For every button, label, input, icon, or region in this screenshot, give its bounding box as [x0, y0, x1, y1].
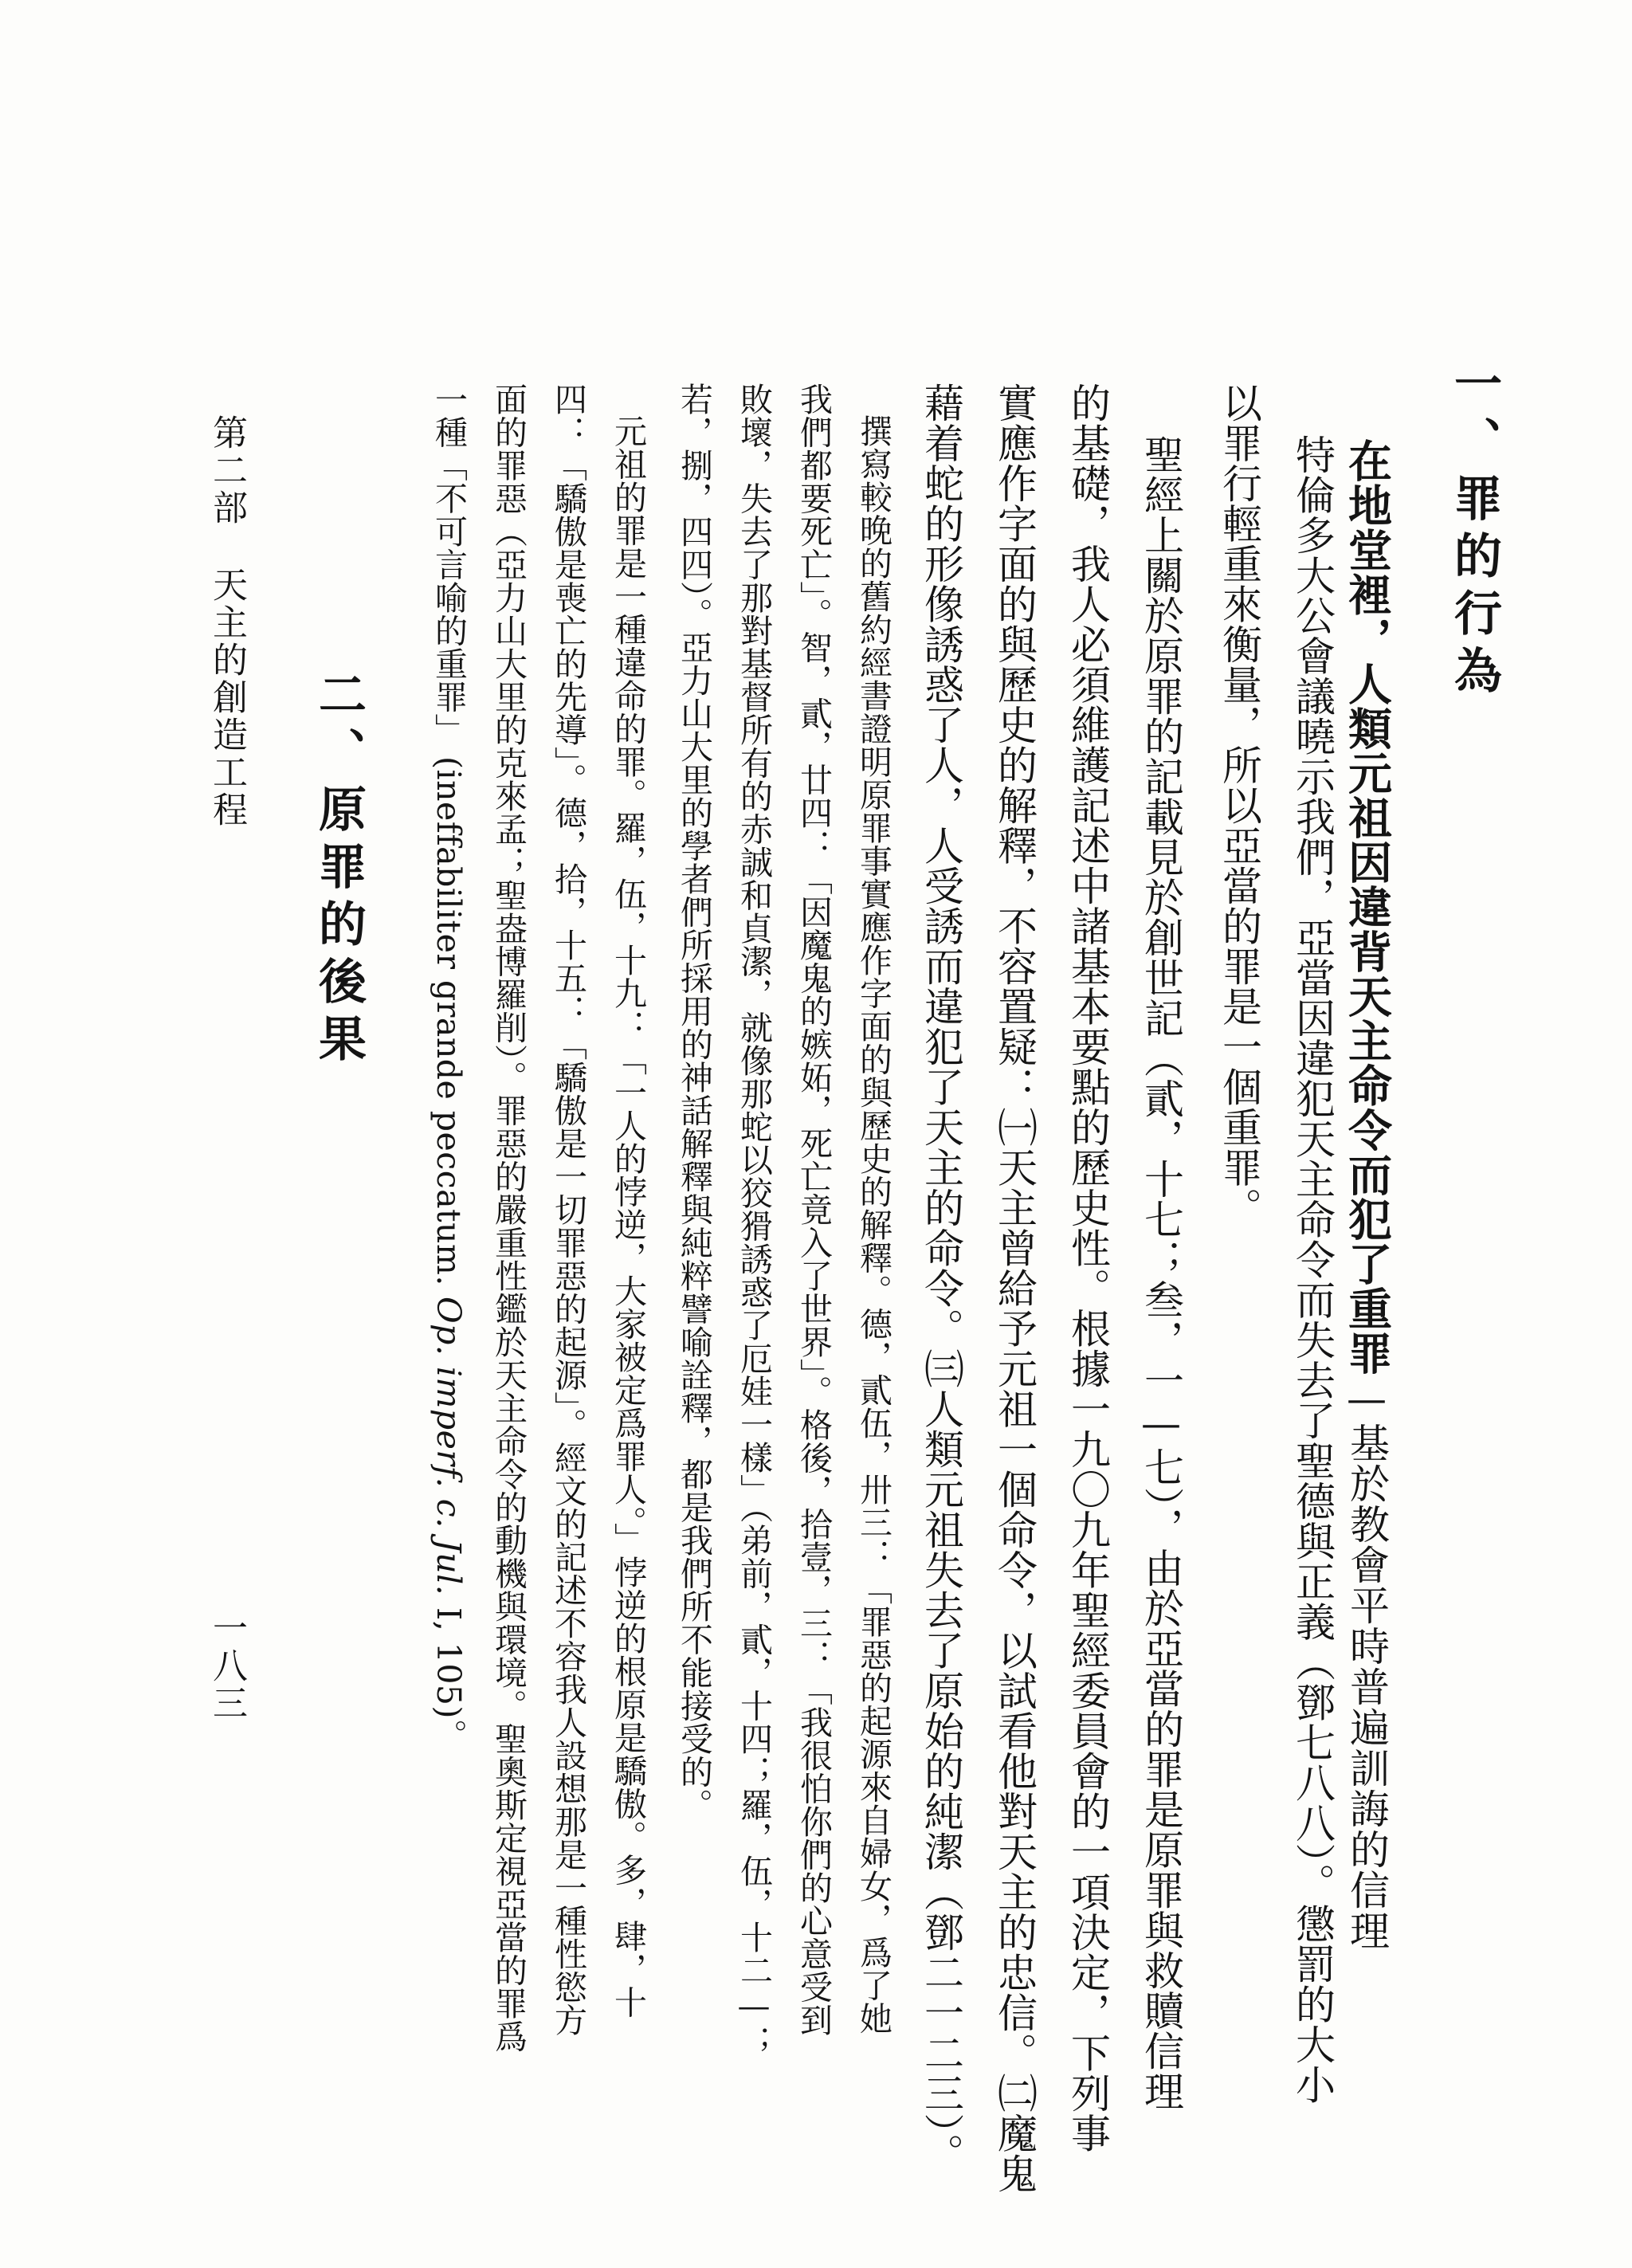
- smallprint-line-4: 若，捌，四四）。亞力山大里的學者們所採用的神話解釋與純粹譬喻詮釋，都是我們所不能接受的。: [675, 383, 713, 1822]
- lead-rest: —基於教會平時普遍訓誨的信理: [1344, 1375, 1390, 1951]
- paragraph-2-line-3: 實應作字面的與歷史的解釋，不容置疑：㈠天主曾給予元祖一個命令，以試看他對天主的忠信。㈡魔鬼: [991, 383, 1038, 2194]
- paragraph-1-line-2: 以罪行輕重來衡量，所以亞當的罪是一個重罪。: [1216, 383, 1262, 1228]
- smallprint-line-3: 敗壞，失去了那對基督所有的赤誠和貞潔，就像那蛇以狡猾誘惑了厄娃一樣」（弟前，貳，十四；羅，伍，十二—；: [735, 383, 773, 2058]
- running-footer: [206, 414, 247, 829]
- lead-sentence: [1341, 438, 1393, 1951]
- paragraph-3-line-1: 元祖的罪是一種違命的罪。羅，伍，十九：「一人的悖逆，大家被定爲罪人。」悖逆的根原是驕傲。多，肆，十: [609, 414, 647, 2019]
- paragraph-3-line-4: [430, 383, 468, 1752]
- latin-citation-end: I, 105): [430, 1607, 468, 1719]
- page-number: 一八三: [206, 1610, 247, 1722]
- smallprint-line-2: 我們都要死亡」。智，貳，廿四：「因魔鬼的嫉妬，死亡竟入了世界」。格後，拾壹，三：「我很怕你們的心意受到: [794, 383, 833, 2037]
- paragraph-2-line-4: 藉着蛇的形像誘惑了人，人受誘而違犯了天主的命令。㈢人類元祖失去了原始的純潔（鄧二一二三）。: [918, 383, 964, 2174]
- lead-bold: 在地堂裡，人類元祖因違背天主命令而犯了重罪: [1341, 438, 1393, 1375]
- latin-citation: (ineffabiliter grande peccatum.: [430, 755, 468, 1286]
- paragraph-2-line-1: 聖經上關於原罪的記載見於創世記（貳，十七；叁，一—七），由於亞當的罪是原罪與救贖信理: [1138, 434, 1184, 2111]
- section-heading-1: 一、罪的行為: [1446, 359, 1502, 703]
- smallprint-line-1: 撰寫較晚的舊約經書證明原罪事實應作字面的與歷史的解釋。德，貳伍，卅三：「罪惡的起源來自婦女，爲了她: [854, 414, 892, 2035]
- final-mark: 。: [430, 1718, 468, 1752]
- paragraph-3-line-3: 面的罪惡（亞力山大里的克來孟；聖盎博羅削）。罪惡的嚴重性鑑於天主命令的動機與環境。聖奧斯定視亞當的罪爲: [489, 383, 528, 2053]
- footer-book-title: 天主的創造工程: [206, 567, 247, 829]
- footer-part-label: 第二部: [206, 414, 247, 527]
- paragraph-3-line-2: 四：「驕傲是喪亡的先導」。德，拾，十五：「驕傲是一切罪惡的起源」。經文的記述不容我人設想那是一種性慾方: [549, 383, 587, 2037]
- latin-citation-italic: Op. imperf. c. Jul.: [430, 1297, 468, 1596]
- section-heading-2: 二、原罪的後果: [311, 669, 367, 1071]
- paragraph-2-line-2: 的基礎，我人必須維護記述中諸基本要點的歷史性。根據一九〇九年聖經委員會的一項決定，下列事: [1065, 383, 1111, 2153]
- paragraph-3-line-4-text: 一種「不可言喻的重罪」: [430, 383, 468, 747]
- paragraph-1-line-1: 特倫多大公會議曉示我們，亞當因違犯天主命令而失去了聖德與正義（鄧七八八）。懲罰的大小: [1289, 434, 1336, 2105]
